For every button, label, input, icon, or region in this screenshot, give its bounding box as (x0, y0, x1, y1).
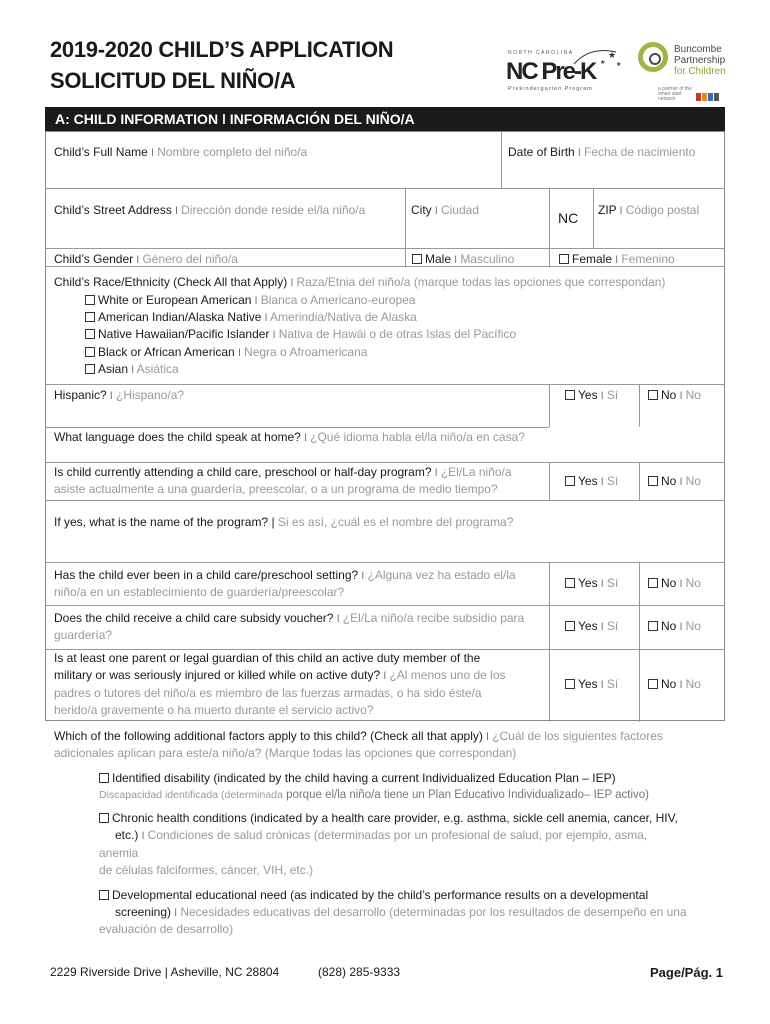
checkbox-icon (85, 295, 95, 305)
checkbox-icon (565, 476, 575, 486)
svg-text:★: ★ (600, 60, 606, 66)
checkbox-icon (648, 476, 658, 486)
checkbox-icon (412, 254, 422, 264)
attending-label-es: asiste actualmente a una guardería, preescolar, o a un programa de medio tiempo? (54, 482, 498, 496)
race-option-white[interactable]: White or European American ǀ Blanca o Americano-europea (85, 292, 415, 310)
checkbox-icon (85, 329, 95, 339)
checkbox-icon (99, 813, 109, 823)
footer-address: 2229 Riverside Drive | Asheville, NC 28804 (50, 965, 280, 979)
attending-label: Is child currently attending a child care, preschool or half-day program? ǀ ¿El/La niño/a (54, 465, 512, 479)
checkbox-icon (565, 679, 575, 689)
ever-care-label: Has the child ever been in a child care/preschool setting? ǀ ¿Alguna vez ha estado el/la (54, 568, 516, 582)
ever-care-yes-checkbox[interactable]: Yes ǀ Sí (565, 575, 618, 593)
subsidy-no-checkbox[interactable]: No ǀ No (648, 618, 701, 636)
attending-yes-checkbox[interactable]: Yes ǀ Sí (565, 473, 618, 491)
buncombe-partnership-logo: Buncombe Partnership for Children a partner of the smart start network (638, 42, 730, 100)
checkbox-icon (648, 621, 658, 631)
svg-text:★: ★ (608, 50, 617, 60)
military-label-2: military or was seriously injured or killed while on active duty? ǀ ¿Al menos uno de los (54, 668, 506, 682)
military-no-checkbox[interactable]: No ǀ No (648, 676, 701, 694)
male-checkbox[interactable]: Male ǀ Masculino (412, 251, 514, 269)
checkbox-icon (648, 578, 658, 588)
checkbox-icon (85, 364, 95, 374)
ncprek-logo: NORTH CAROLINA ★ ★ ★ NC Pre-K Prekindergarten Program (504, 50, 622, 98)
state-value: NC (558, 210, 579, 226)
zip-field[interactable]: ZIP ǀ Código postal (598, 203, 700, 217)
program-name-field[interactable]: If yes, what is the name of the program? | Si es así, ¿cuál es el nombre del programa? (54, 515, 514, 529)
title-line-2: SOLICITUD DEL NIÑO/A (50, 68, 296, 93)
smart-start-bars-icon (696, 88, 720, 106)
title-line-1: 2019-2020 CHILD’S APPLICATION (50, 37, 394, 62)
checkbox-icon (648, 390, 658, 400)
hispanic-label: Hispanic? ǀ ¿Hispano/a? (54, 388, 185, 402)
gender-label: Child’s Gender ǀ Género del niño/a (54, 252, 238, 266)
ever-care-no-checkbox[interactable]: No ǀ No (648, 575, 701, 593)
checkbox-icon (648, 679, 658, 689)
street-address-field[interactable]: Child’s Street Address ǀ Dirección donde reside el/la niño/a (54, 203, 366, 217)
checkbox-icon (559, 254, 569, 264)
race-label: Child’s Race/Ethnicity (Check All that Apply) ǀ Raza/Etnia del niño/a (marque todas las opciones que correspondan) (54, 275, 666, 289)
military-yes-checkbox[interactable]: Yes ǀ Sí (565, 676, 618, 694)
page-title (50, 34, 393, 96)
factors-question: Which of the following additional factors apply to this child? (Check all that apply) ǀ ¿Cuál de los siguientes factores (54, 729, 663, 743)
race-option-hawaiian[interactable]: Native Hawaiian/Pacific Islander ǀ Nativa de Hawái o de otras Islas del Pacífico (85, 326, 516, 344)
ncprek-wordmark: NC Pre-K (506, 58, 596, 85)
disability-checkbox[interactable]: Identified disability (indicated by the child having a current Individualized Education Plan – IEP) (99, 770, 616, 787)
developmental-need-checkbox[interactable]: Developmental educational need (as indicated by the child’s performance results on a developmental (99, 887, 648, 904)
race-option-black[interactable]: Black or African American ǀ Negra o Afroamericana (85, 344, 367, 362)
checkbox-icon (99, 773, 109, 783)
hispanic-yes-checkbox[interactable]: Yes ǀ Sí (565, 387, 618, 405)
checkbox-icon (85, 312, 95, 322)
developmental-need-label-2: screening) ǀ Necesidades educativas del desarrollo (determinadas por los resultados de desempeño en una (115, 905, 687, 919)
circle-logo-icon (638, 42, 668, 72)
chronic-health-checkbox[interactable]: Chronic health conditions (indicated by a health care provider, e.g. asthma, sickle cell anemia, cancer, HIV, (99, 810, 678, 827)
checkbox-icon (99, 890, 109, 900)
city-field[interactable]: City ǀ Ciudad (411, 203, 479, 217)
page-number: Page/Pág. 1 (650, 965, 723, 980)
disability-es: Discapacidad identificada (determinada porque el/la niño/a tiene un Plan Educativo Individualizado– IEP activo) (99, 789, 649, 801)
section-header: A: CHILD INFORMATION ǀ INFORMACIÓN DEL NIÑO/A (45, 107, 725, 131)
checkbox-icon (565, 578, 575, 588)
language-field[interactable]: What language does the child speak at home? ǀ ¿Qué idioma habla el/la niño/a en casa? (54, 430, 525, 444)
footer-phone: (828) 285-9333 (318, 965, 401, 979)
hispanic-no-checkbox[interactable]: No ǀ No (648, 387, 701, 405)
date-of-birth-field[interactable]: Date of Birth ǀ Fecha de nacimiento (508, 145, 696, 159)
military-label-1: Is at least one parent or legal guardian of this child an active duty member of the (54, 651, 481, 665)
female-checkbox[interactable]: Female ǀ Femenino (559, 251, 675, 269)
attending-no-checkbox[interactable]: No ǀ No (648, 473, 701, 491)
subsidy-label: Does the child receive a child care subsidy voucher? ǀ ¿El/La niño/a recibe subsidio para (54, 611, 525, 625)
race-option-american-indian[interactable]: American Indian/Alaska Native ǀ Amerindia/Nativa de Alaska (85, 309, 417, 327)
checkbox-icon (85, 347, 95, 357)
svg-text:★: ★ (616, 62, 622, 68)
race-option-asian[interactable]: Asian ǀ Asiática (85, 361, 179, 379)
full-name-field[interactable]: Child’s Full Name ǀ Nombre completo del niño/a (54, 145, 308, 159)
chronic-health-label-2: etc.) ǀ Condiciones de salud crónicas (determinadas por un profesional de salud, por ejemplo, asma, (115, 828, 648, 842)
subsidy-yes-checkbox[interactable]: Yes ǀ Sí (565, 618, 618, 636)
checkbox-icon (565, 621, 575, 631)
checkbox-icon (565, 390, 575, 400)
